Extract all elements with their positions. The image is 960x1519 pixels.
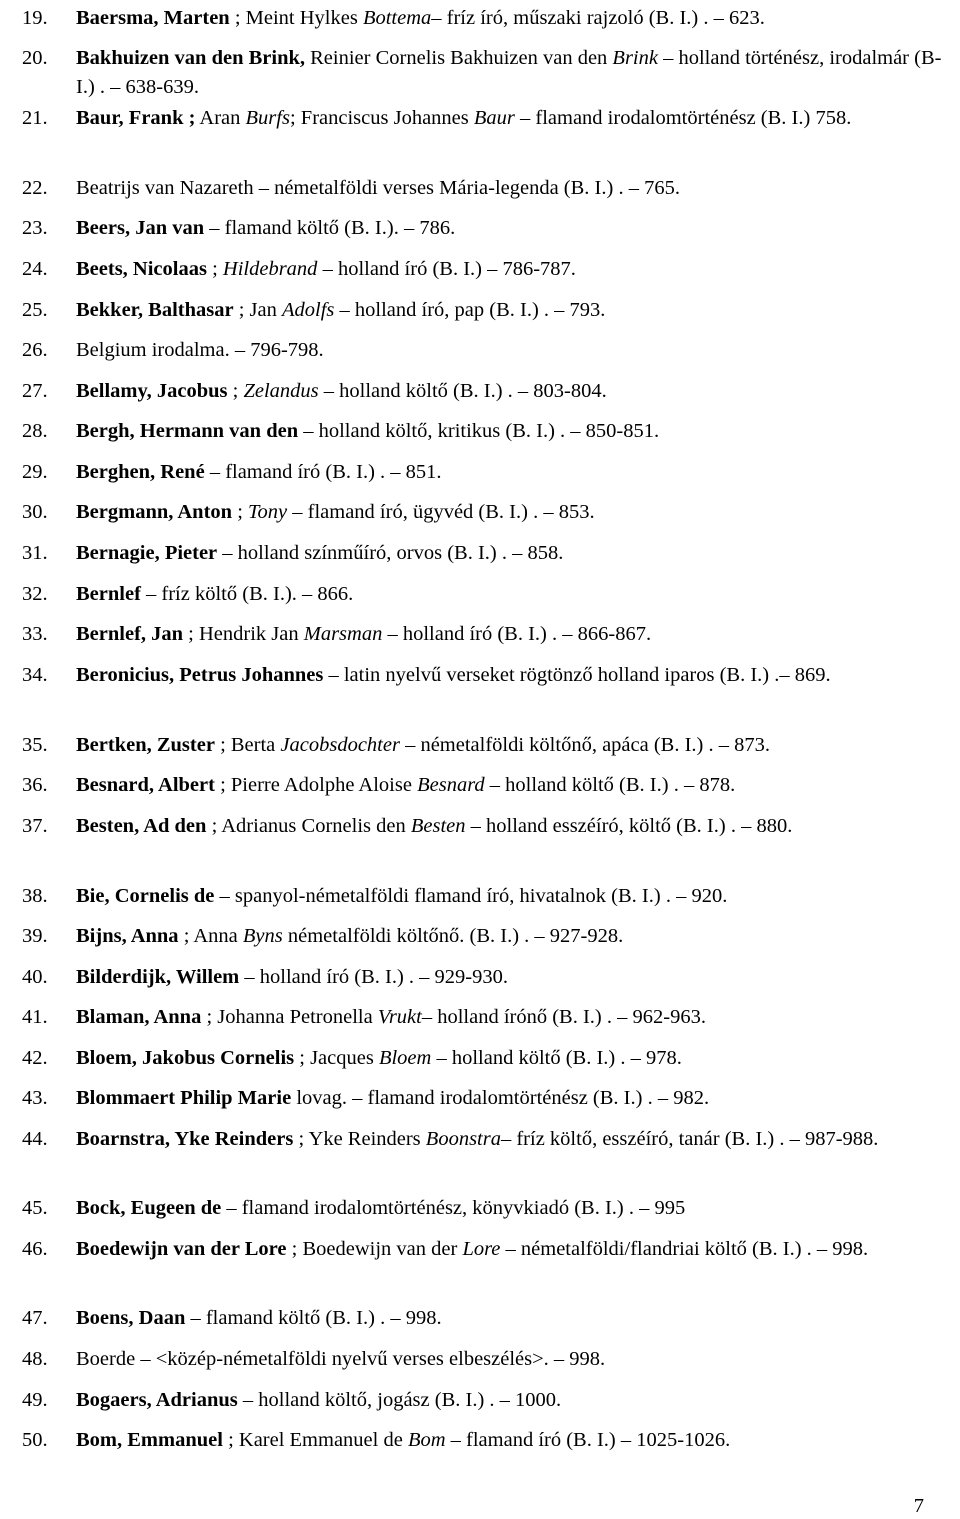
entry-description: ; Hendrik Jan (183, 623, 304, 645)
entry-text (76, 812, 942, 841)
entry-description: – holland költő (B. I.) . – 803-804. (318, 380, 607, 402)
entry-text (76, 1235, 942, 1264)
entry-number: 34. (22, 664, 48, 686)
entry-number: 23. (22, 217, 48, 239)
entry-text (76, 255, 942, 284)
entry-alias: Tony (248, 501, 288, 523)
list-item (22, 458, 942, 487)
entry-name: Beers, Jan van (76, 217, 205, 239)
entry-description: – németalföldi költőnő, apáca (B. I.) . – 873. (399, 734, 770, 756)
entry-name: Blaman, Anna (76, 1006, 202, 1028)
entry-alias: Adolfs (281, 299, 335, 321)
entry-name: Baur, Frank ; (76, 107, 196, 129)
entry-number: 26. (22, 339, 48, 361)
list-item (22, 44, 942, 102)
list-item (22, 661, 942, 690)
page-number: 7 (913, 1495, 924, 1517)
entry-number: 25. (22, 299, 48, 321)
entry-description: – flamand költő (B. I.) . – 998. (185, 1307, 442, 1329)
entry-text (76, 882, 942, 911)
entry-text (76, 661, 942, 690)
entry-text (76, 1044, 942, 1073)
entry-name: Bloem, Jakobus Cornelis (76, 1047, 295, 1069)
entry-description: – spanyol-németalföldi flamand író, hivatalnok (B. I.) . – 920. (214, 885, 728, 907)
entry-description: ; Adrianus Cornelis den (206, 815, 411, 837)
list-item (22, 296, 942, 325)
entry-text (76, 1345, 942, 1374)
entry-alias: Vrukt (377, 1006, 422, 1028)
entry-alias: Bottema (362, 7, 432, 29)
entry-name: Bogaers, Adrianus (76, 1389, 238, 1411)
entry-description: ; (227, 380, 244, 402)
entry-number: 45. (22, 1197, 48, 1219)
list-item (22, 417, 942, 446)
list-item (22, 922, 942, 951)
list-item (22, 1003, 942, 1032)
entry-description: – holland történész, irodalmár (B- I.) . – 638-639. (76, 47, 942, 98)
entry-description: – latin nyelvű verseket rögtönző holland iparos (B. I.) .– 869. (323, 664, 831, 686)
entry-text (76, 1084, 942, 1113)
entry-alias: Brink (612, 47, 658, 69)
list-item (22, 539, 942, 568)
entry-text (76, 174, 942, 203)
entry-text (76, 1194, 942, 1223)
entry-number: 37. (22, 815, 48, 837)
entry-number: 29. (22, 461, 48, 483)
entry-name: Bergh, Hermann van den (76, 420, 299, 442)
list-item (22, 336, 942, 365)
entry-number: 39. (22, 925, 48, 947)
entry-text (76, 377, 942, 406)
entry-number: 42. (22, 1047, 48, 1069)
entry-name: Besten, Ad den (76, 815, 207, 837)
list-item (22, 214, 942, 243)
entry-alias: Bloem (378, 1047, 432, 1069)
entry-text (76, 771, 942, 800)
entry-description: – holland írónő (B. I.) . – 962-963. (421, 1006, 706, 1028)
entry-number: 33. (22, 623, 48, 645)
entry-alias: Bom (407, 1429, 446, 1451)
entry-description: – fríz író, műszaki rajzoló (B. I.) . – 623. (431, 7, 765, 29)
entry-description: ; Anna (178, 925, 243, 947)
entry-alias: Burfs (245, 107, 290, 129)
entry-text (76, 336, 942, 365)
entry-alias: Boonstra (425, 1128, 501, 1150)
entry-description: – holland színműíró, orvos (B. I.) . – 858. (217, 542, 564, 564)
entry-number: 50. (22, 1429, 48, 1451)
entry-description: – németalföldi/flandriai költő (B. I.) . – 998. (500, 1238, 869, 1260)
entry-alias: Besten (410, 815, 466, 837)
list-item (22, 377, 942, 406)
entry-name: Beronicius, Petrus Johannes (76, 664, 324, 686)
entry-name: Bijns, Anna (76, 925, 179, 947)
entry-name: Bakhuizen van den Brink, (76, 47, 305, 69)
entry-description: – flamand író, ügyvéd (B. I.) . – 853. (287, 501, 595, 523)
entry-name: Blommaert Philip Marie (76, 1087, 292, 1109)
entry-text (76, 580, 942, 609)
entry-name: Boens, Daan (76, 1307, 186, 1329)
entry-description: Boerde – <közép-németalföldi nyelvű verses elbeszélés>. – 998. (76, 1348, 606, 1370)
entry-number: 28. (22, 420, 48, 442)
entry-alias: Jacobsdochter (280, 734, 400, 756)
list-item (22, 1386, 942, 1415)
entry-number: 46. (22, 1238, 48, 1260)
entry-name: Bock, Eugeen de (76, 1197, 222, 1219)
entry-text (76, 458, 942, 487)
list-item (22, 4, 942, 33)
entry-description: – flamand irodalomtörténész, könyvkiadó (B. I.) . – 995 (221, 1197, 686, 1219)
entry-description: – holland költő, jogász (B. I.) . – 1000. (237, 1389, 562, 1411)
entry-description: – fríz költő, esszéíró, tanár (B. I.) . – 987-988. (500, 1128, 879, 1150)
entry-number: 48. (22, 1348, 48, 1370)
entry-name: Bertken, Zuster (76, 734, 215, 756)
entry-description: – holland költő, kritikus (B. I.) . – 850-851. (298, 420, 660, 442)
entry-description: – holland író (B. I.) – 786-787. (317, 258, 576, 280)
entry-name: Berghen, René (76, 461, 205, 483)
list-item (22, 1304, 942, 1333)
entry-description: – holland író (B. I.) . – 866-867. (382, 623, 652, 645)
entry-name: Bekker, Balthasar (76, 299, 234, 321)
entry-description: – flamand író (B. I.) – 1025-1026. (445, 1429, 731, 1451)
entry-number: 43. (22, 1087, 48, 1109)
entry-name: Baersma, Marten (76, 7, 230, 29)
entry-description: Belgium irodalma. – 796-798. (76, 339, 324, 361)
entry-number: 30. (22, 501, 48, 523)
entry-number: 36. (22, 774, 48, 796)
list-item (22, 1345, 942, 1374)
entry-description: ; Johanna Petronella (201, 1006, 378, 1028)
entry-name: Bie, Cornelis de (76, 885, 215, 907)
entry-description: németalföldi költőnő. (B. I.) . – 927-928. (282, 925, 624, 947)
entry-description: – flamand irodalomtörténész (B. I.) 758. (514, 107, 852, 129)
entry-description: ; Meint Hylkes (229, 7, 363, 29)
entry-text (76, 1003, 942, 1032)
entry-description: ; Pierre Adolphe Aloise (214, 774, 418, 796)
list-item (22, 580, 942, 609)
entry-number: 22. (22, 177, 48, 199)
entry-text (76, 44, 942, 102)
entry-number: 38. (22, 885, 48, 907)
entry-description: lovag. – flamand irodalomtörténész (B. I.) . – 982. (291, 1087, 710, 1109)
entry-text (76, 1426, 942, 1455)
entry-name: Besnard, Albert (76, 774, 215, 796)
entry-number: 27. (22, 380, 48, 402)
list-item (22, 1084, 942, 1113)
list-item (22, 1125, 942, 1154)
entry-text (76, 731, 942, 760)
entry-name: Boarnstra, Yke Reinders (76, 1128, 294, 1150)
list-item (22, 498, 942, 527)
entry-name: Bergmann, Anton (76, 501, 233, 523)
entry-number: 44. (22, 1128, 48, 1150)
entry-number: 21. (22, 107, 48, 129)
entry-description: ; Yke Reinders (293, 1128, 426, 1150)
entry-text (76, 963, 942, 992)
entry-number: 24. (22, 258, 48, 280)
entry-text (76, 1386, 942, 1415)
entry-name: Bom, Emmanuel (76, 1429, 223, 1451)
entry-text (76, 104, 942, 133)
entry-alias: Marsman (303, 623, 383, 645)
entry-name: Bilderdijk, Willem (76, 966, 240, 988)
entry-text (76, 4, 942, 33)
entry-number: 31. (22, 542, 48, 564)
list-item (22, 174, 942, 203)
entry-description: Aran (195, 107, 246, 129)
entry-number: 32. (22, 583, 48, 605)
list-item (22, 1235, 942, 1264)
list-item (22, 1426, 942, 1455)
entry-description: – holland költő (B. I.) . – 978. (431, 1047, 682, 1069)
entry-description: – fríz költő (B. I.). – 866. (140, 583, 354, 605)
entry-alias: Lore (462, 1238, 501, 1260)
entry-name: Beets, Nicolaas (76, 258, 207, 280)
entry-description: – flamand költő (B. I.). – 786. (204, 217, 456, 239)
entry-number: 49. (22, 1389, 48, 1411)
entry-text (76, 498, 942, 527)
entry-description: Reinier Cornelis Bakhuizen van den (305, 47, 613, 69)
entry-number: 35. (22, 734, 48, 756)
entry-description: – holland esszéíró, költő (B. I.) . – 880. (465, 815, 793, 837)
list-item (22, 1044, 942, 1073)
entry-text (76, 922, 942, 951)
list-item (22, 104, 942, 133)
list-item (22, 963, 942, 992)
list-item (22, 255, 942, 284)
entry-text (76, 417, 942, 446)
entry-number: 40. (22, 966, 48, 988)
entry-text (76, 539, 942, 568)
entry-text (76, 620, 942, 649)
entry-description: – holland író (B. I.) . – 929-930. (239, 966, 509, 988)
list-item (22, 771, 942, 800)
entry-description: ; Franciscus Johannes (289, 107, 474, 129)
entry-text (76, 214, 942, 243)
entry-description: ; Jan (233, 299, 282, 321)
entry-name: Bernagie, Pieter (76, 542, 218, 564)
entry-description: Beatrijs van Nazareth – németalföldi verses Mária-legenda (B. I.) . – 765. (76, 177, 680, 199)
entry-alias: Byns (242, 925, 283, 947)
entry-text (76, 1304, 942, 1333)
list-item (22, 812, 942, 841)
entry-name: Bellamy, Jacobus (76, 380, 228, 402)
entry-description: ; Karel Emmanuel de (222, 1429, 408, 1451)
entry-text (76, 1125, 942, 1154)
entry-alias: Zelandus (243, 380, 319, 402)
entry-number: 20. (22, 47, 48, 69)
entry-alias: Baur (473, 107, 515, 129)
list-item (22, 1194, 942, 1223)
list-item (22, 882, 942, 911)
entry-alias: Hildebrand (222, 258, 318, 280)
entry-description: – flamand író (B. I.) . – 851. (204, 461, 442, 483)
entry-name: Bernlef, Jan (76, 623, 184, 645)
entry-alias: Besnard (417, 774, 485, 796)
entry-description: ; Jacques (294, 1047, 379, 1069)
list-item (22, 731, 942, 760)
entry-description: – holland író, pap (B. I.) . – 793. (334, 299, 606, 321)
entry-number: 19. (22, 7, 48, 29)
entry-description: ; Boedewijn van der (286, 1238, 463, 1260)
entry-text (76, 296, 942, 325)
list-item (22, 620, 942, 649)
entry-name: Boedewijn van der Lore (76, 1238, 287, 1260)
entry-description: ; Berta (214, 734, 281, 756)
entry-name: Bernlef (76, 583, 141, 605)
entry-description: ; (232, 501, 249, 523)
entry-description: ; (206, 258, 223, 280)
entry-number: 41. (22, 1006, 48, 1028)
entry-number: 47. (22, 1307, 48, 1329)
entry-description: – holland költő (B. I.) . – 878. (484, 774, 736, 796)
